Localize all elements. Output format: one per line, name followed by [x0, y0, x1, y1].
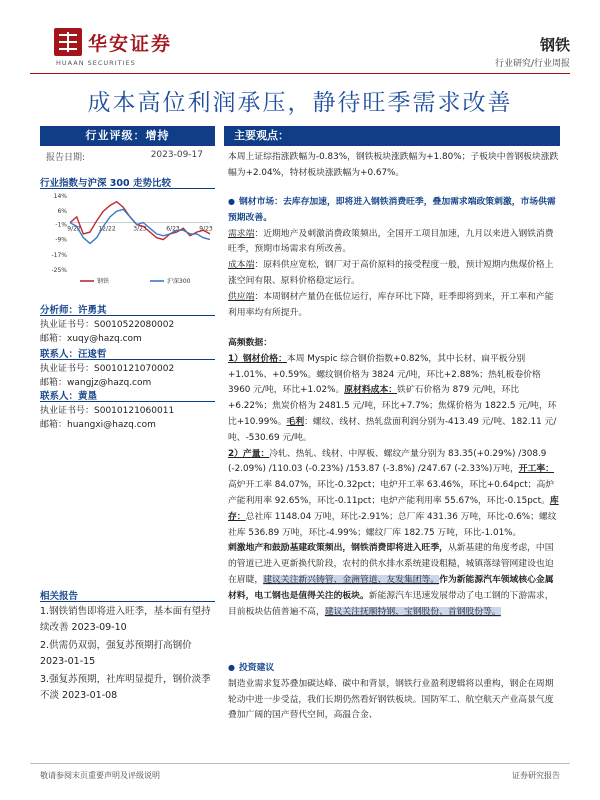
analyst-email-2: 邮箱：wangjz@hazq.com — [40, 378, 152, 388]
index-chart — [40, 190, 215, 290]
chart-title: 行业指数与沪深 300 走势比较 — [40, 178, 171, 189]
x-tick-label: 12/22 — [98, 225, 116, 233]
logo-mark-icon — [54, 28, 82, 56]
analyst-email-1: 邮箱：xuqy@hazq.com — [40, 334, 142, 344]
demand-paragraph: 需求端：近期地产及刺激消费政策频出，全国开工项目加速，九月以来进入钢铁消费旺季，预期市场需求有所改善。 — [228, 228, 554, 255]
analyst-cert-1: 执业证书号：S0010522080002 — [40, 320, 175, 330]
invest-title: ● 投资建议 — [228, 660, 560, 677]
index-chart-svg — [40, 190, 215, 290]
legend-label: 钢铁 — [97, 278, 110, 285]
analyst-heading-3: 联系人：黄垦 — [40, 391, 98, 402]
main-points-bar: 主要观点： — [224, 126, 560, 146]
y-tick-label: 14% — [53, 193, 67, 200]
analyst-cert-2: 执业证书号：S0010121070002 — [40, 364, 175, 374]
y-tick-label: -17% — [51, 251, 67, 259]
stimulus-paragraph: 刺激地产和鼓励基建政策频出，钢铁消费即将进入旺季，从新基建的角度考虑，中国的管道已进入更新换代阶段，农村的供水排水系统建设粗糙，城镇落绿管网建设也迫在眉睫，建议关注新兴铸管、金洲管道、友发集团等。作为新能源汽车领域核心金属材料，电工钢也是值得关注的板块。新能源汽车迅速发展带动了电工钢的下游需求，目前板块估值普遍不高，建议关注抚顺特钢、宝钢股份、首钢股份等。 — [228, 543, 554, 617]
analyst-heading-2: 联系人：汪逡哲 — [40, 349, 107, 360]
y-tick-label: -25% — [51, 267, 67, 274]
analyst-email-3: 邮箱：huangxi@hazq.com — [40, 420, 156, 430]
analyst-cert-3: 执业证书号：S0010121060011 — [40, 406, 175, 416]
x-tick-label: 6/23 — [166, 225, 180, 233]
y-tick-label: 6% — [57, 208, 67, 216]
industry-label: 钢铁 — [539, 36, 570, 54]
rating-label: 行业评级： — [85, 129, 146, 142]
production-paragraph: 2）产量：冷轧、热轧、线材、中厚板、螺纹产量分别为 83.35(+0.29%) /308.9 (-2.09%) /110.03 (-0.23%) /153.87 (-3.8%) /247.67 (-2.33%)万吨，开工率：高炉开工率 84.07%，环比-0.32pct；电炉开工率 63.46%，环比+0.64pct；高炉产能利用率 92.65%，环比-0.11pct；电炉产能利用率 55.67%，环比-0.15pct。库存：总社库 1148.04 万吨，环比-2.91%；总厂库 431.36 万吨，环比-0.6%；螺纹社库 536.89 万吨，环比-4.99%；螺纹厂库 182.75 万吨，环比-1.01%。 — [228, 448, 559, 538]
footer-divider — [30, 763, 570, 764]
hf-title: 高频数据： — [228, 338, 272, 348]
chart-title-rule — [40, 188, 215, 189]
x-tick-label: 9/22 — [67, 225, 81, 233]
analyst-rule-3 — [40, 401, 215, 402]
y-tick-label: -1% — [55, 221, 67, 229]
company-logo — [54, 28, 194, 67]
footer-report-type: 证券研究报告 — [512, 771, 560, 780]
date-label: 报告日期: — [46, 153, 86, 163]
high-frequency-section — [228, 336, 560, 620]
supply-paragraph: 供应端：本周钢材产量仍在低位运行，库存环比下降，旺季即将到来，开工率和产能利用率均有所提升。 — [228, 291, 554, 318]
x-tick-label: 3/23 — [133, 225, 147, 233]
market-section — [228, 194, 560, 321]
report-title: 成本高位利润承压，静待旺季需求改善 — [87, 90, 513, 116]
analyst-heading-1: 分析师：许勇其 — [40, 305, 107, 316]
analyst-rule-2 — [40, 359, 215, 360]
related-report-item[interactable]: 3.强复苏预期，社库明显提升，钢价淡季不淡 2023-01-08 — [40, 674, 211, 701]
header-divider — [30, 73, 570, 74]
report-date-row — [40, 148, 215, 164]
related-report-item[interactable]: 1.钢铁销售即将进入旺季，基本面有望持续改善 2023-09-10 — [40, 606, 211, 633]
investment-section — [228, 660, 560, 724]
rating-value: 增持 — [145, 129, 170, 142]
x-tick-label: 9/23 — [199, 225, 213, 233]
footer-disclaimer: 敬请参阅末页重要声明及评级说明 — [40, 771, 160, 780]
logo-text-cn: 华安证券 — [88, 33, 173, 55]
y-tick-label: -9% — [55, 236, 67, 244]
date-value: 2023-09-17 — [150, 150, 203, 160]
related-reports-title: 相关报告 — [40, 591, 79, 602]
analyst-rule-1 — [40, 315, 215, 316]
market-heading: ● 钢材市场：去库存加速，即将进入钢铁消费旺季，叠加需求端政策刺激，市场供需预期改善。 — [228, 194, 560, 227]
legend-label: 沪深300 — [167, 278, 191, 285]
cost-paragraph: 成本端：原料供应宽松，钢厂对于高价原料的接受程度一般，预计短期内焦煤价格上涨空间有限、原料价格稳定运行。 — [228, 260, 554, 286]
related-report-item[interactable]: 2.供需仍双弱，强复苏预期打高钢价 2023-01-15 — [40, 640, 192, 667]
price-paragraph: 1）钢材价格：本周 Myspic 综合钢价指数+0.82%，其中长材、扁平板分别+1.01%、+0.59%。螺纹钢价格为 3824 元/吨，环比+2.88%；热轧板卷价格 3960 元/吨，环比+1.02%。原材料成本：铁矿石价格为 879 元/吨，环比+6.22%；焦炭价格为 2481.5 元/吨，环比+7.7%；焦煤价格为 1822.5 元/吨，环比+10.99%。毛利：螺纹、线材、热轧盘面利润分别为-413.49 元/吨、182.11 元/吨、-530.69 元/吨。 — [228, 353, 557, 443]
related-reports-rule — [40, 601, 215, 602]
intro-paragraph: 本周上证综指涨跌幅为-0.83%，钢铁板块涨跌幅为+1.80%；子板块中普钢板块涨跌幅为+2.04%，特材板块涨跌幅为+0.67%。 — [228, 152, 559, 178]
report-type: 行业研究/行业周报 — [494, 59, 570, 69]
logo-text-en: HUAAN SECURITIES — [56, 59, 136, 67]
related-reports-list — [40, 604, 215, 706]
rating-bar — [40, 126, 215, 146]
invest-paragraph: 制造业需求复苏叠加碳达峰、碳中和背景，钢铁行业盈利逻辑将以重构，钢企在周期轮动中进一步受益，我们长期仍然看好钢铁板块。国防军工、航空航天产业高景气度叠加广阔的国产替代空间，高温合金、 — [228, 678, 554, 721]
